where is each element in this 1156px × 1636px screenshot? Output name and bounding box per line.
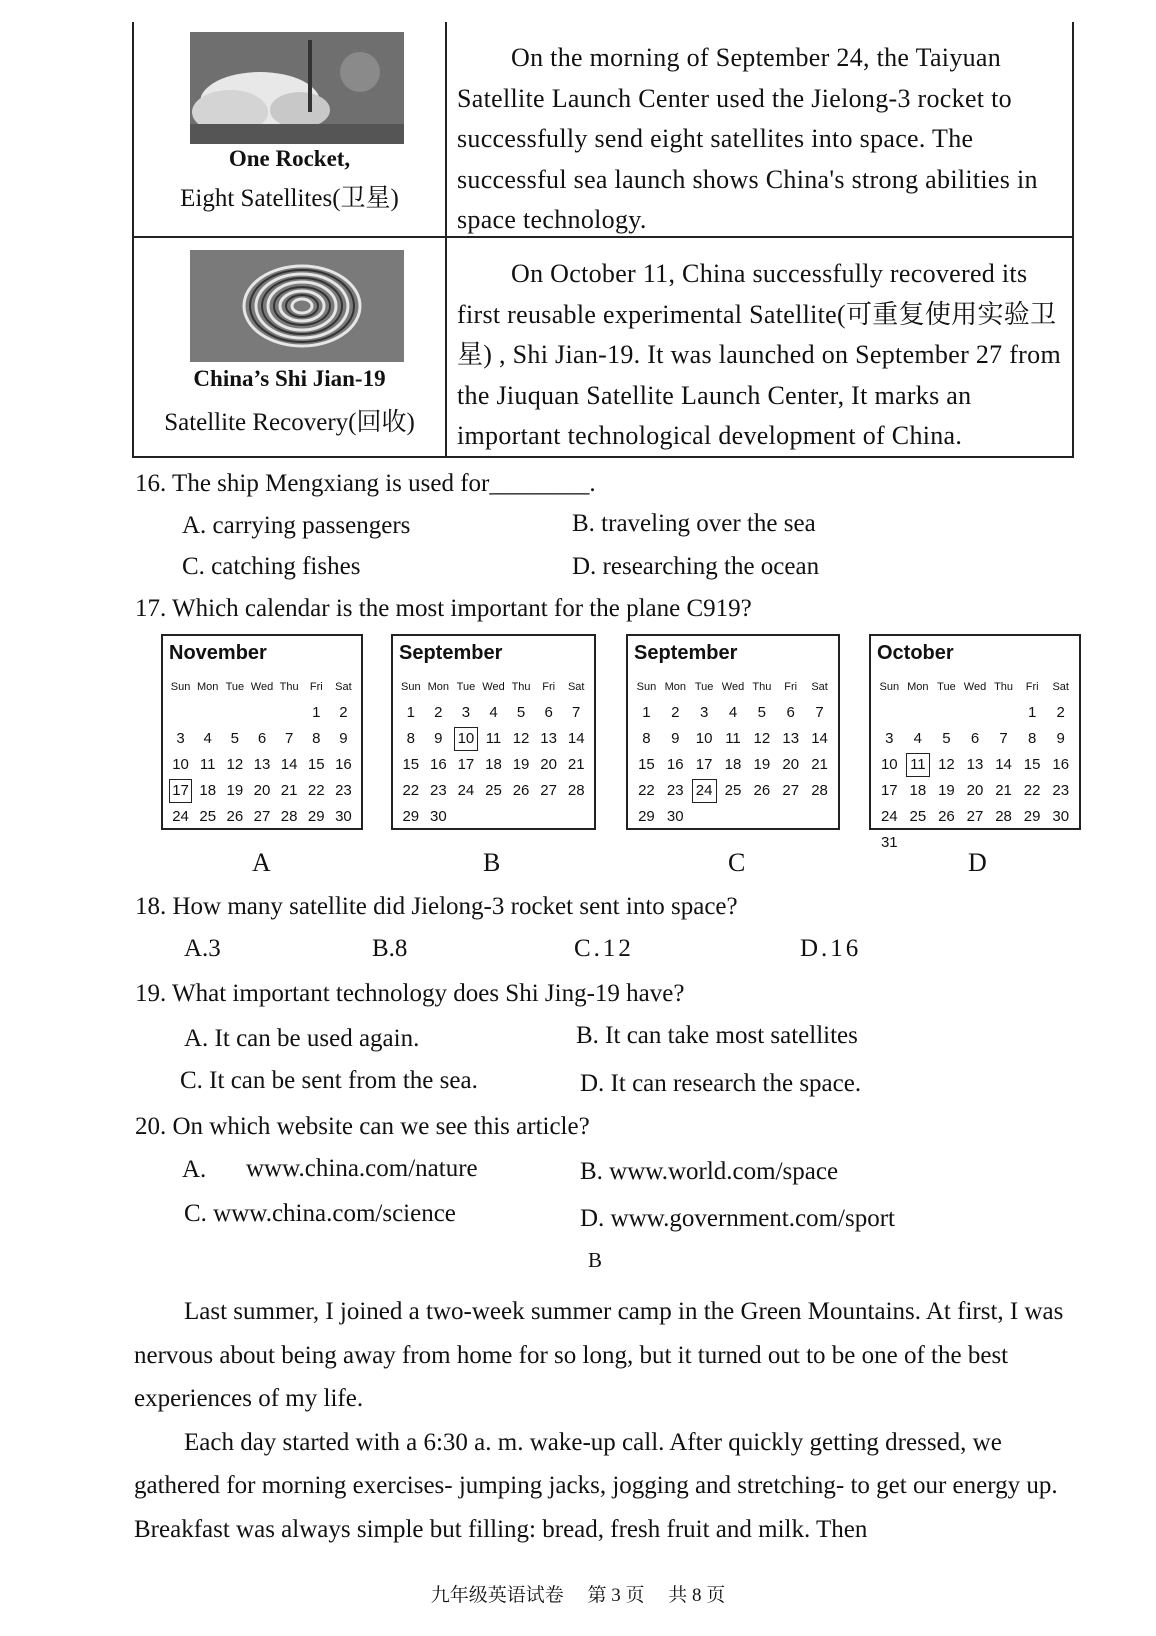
calendar-month: September — [634, 642, 738, 664]
q16-option-b[interactable]: B. traveling over the sea — [572, 510, 816, 537]
calendar-day: 28 — [567, 782, 585, 799]
q20-option-a-letter[interactable]: A. — [182, 1156, 207, 1183]
calendar-day: 13 — [782, 730, 800, 747]
calendar-day: 9 — [1056, 730, 1065, 747]
q18-option-a[interactable]: A.3 — [184, 935, 221, 962]
q20-option-b[interactable]: B. www.world.com/space — [580, 1158, 839, 1185]
news-table — [132, 22, 1074, 458]
calendar-grid — [167, 674, 357, 830]
calendar-day: 3 — [461, 704, 471, 721]
calendar-day: 5 — [942, 730, 951, 747]
calendar-day: 4 — [489, 704, 498, 721]
calendar-day: 25 — [909, 808, 927, 825]
calendar-day: 2 — [671, 704, 680, 721]
calendar-day: 21 — [995, 782, 1012, 799]
caption-title: One Rocket, — [228, 146, 351, 171]
weekday-header: Mon — [907, 681, 929, 693]
calendar-day: 18 — [199, 782, 217, 799]
weekday-header: Sun — [400, 681, 421, 693]
calendar-day: 21 — [280, 782, 298, 799]
calendar-day: 26 — [512, 782, 530, 799]
passage-paragraph: Last summer, I joined a two-week summer camp in the Green Mountains. At first, I was nervous about being away from home for so long, but it turned out to be one of the best experiences of my life. — [134, 1298, 1064, 1412]
calendar-label-a: A — [252, 848, 271, 877]
calendar-empty-cell — [961, 700, 990, 726]
q19-option-a[interactable]: A. It can be used again. — [184, 1025, 420, 1052]
calendar-day: 23 — [335, 782, 352, 799]
calendar-day: 29 — [307, 808, 325, 825]
calendar-day: 7 — [999, 730, 1008, 747]
question-17-stem: 17. Which calendar is the most important for the plane C919? — [135, 595, 752, 622]
news-caption-cell — [134, 22, 447, 236]
weekday-header: Tue — [225, 681, 245, 693]
calendar-day: 27 — [253, 808, 271, 825]
calendar-day: 14 — [995, 756, 1012, 773]
calendar-day: 30 — [335, 808, 352, 825]
calendar-day: 2 — [434, 704, 443, 721]
weekday-header: Thu — [994, 681, 1014, 693]
calendar-day: 22 — [1023, 782, 1041, 799]
calendar-day: 15 — [638, 756, 655, 773]
calendar-day: 5 — [516, 704, 526, 721]
calendar-day: 16 — [335, 756, 352, 773]
calendar-day: 1 — [642, 704, 651, 721]
calendar-day: 26 — [753, 782, 771, 799]
calendar-empty-cell — [875, 700, 904, 726]
question-18-stem: 18. How many satellite did Jielong-3 rocket sent into space? — [135, 893, 738, 920]
q19-option-d[interactable]: D. It can research the space. — [580, 1070, 862, 1097]
calendar-day: 8 — [312, 730, 321, 747]
calendar-empty-cell — [194, 700, 221, 726]
calendar-day: 5 — [757, 704, 767, 721]
calendar-month: November — [169, 642, 267, 664]
calendar-day: 1 — [1027, 704, 1037, 721]
calendar-day: 3 — [885, 730, 894, 747]
calendar-empty-cell — [248, 700, 275, 726]
calendar-day-highlighted: 10 — [452, 726, 480, 752]
weekday-header: Fri — [309, 681, 323, 693]
calendar-day: 17 — [880, 782, 898, 799]
calendar-day: 7 — [815, 704, 824, 721]
calendar-month: September — [399, 642, 503, 664]
page-footer: 九年级英语试卷 第 3 页 共 8 页 — [430, 1585, 726, 1606]
calendar-day: 21 — [811, 756, 828, 773]
weekday-header: Wed — [963, 681, 987, 693]
calendar-day: 9 — [339, 730, 348, 747]
calendar-day: 14 — [567, 730, 585, 747]
calendar-day: 3 — [176, 730, 185, 747]
calendar-empty-cell — [932, 700, 961, 726]
q16-option-d[interactable]: D. researching the ocean — [572, 553, 820, 580]
calendar-day: 10 — [172, 756, 189, 773]
calendar-d[interactable] — [869, 634, 1081, 851]
calendar-day: 15 — [307, 756, 325, 773]
calendar-day: 12 — [226, 756, 244, 773]
news-row-shijian — [132, 236, 1074, 458]
calendar-day: 16 — [666, 756, 684, 773]
weekday-header: Wed — [250, 681, 274, 693]
calendar-day: 18 — [724, 756, 742, 773]
calendar-day: 23 — [666, 782, 684, 799]
calendar-day: 19 — [512, 756, 530, 773]
weekday-header: Fri — [1025, 681, 1039, 693]
weekday-header: Mon — [197, 681, 219, 693]
calendar-day: 4 — [203, 730, 212, 747]
q19-option-c[interactable]: C. It can be sent from the sea. — [180, 1067, 478, 1094]
calendar-day: 13 — [966, 756, 984, 773]
calendar-day: 25 — [199, 808, 217, 825]
calendar-day: 6 — [786, 704, 795, 721]
news-text: On October 11, China successfully recovered its first reusable experimental Satellite(可重复使用实验卫星) , Shi Jian-19. It was launched on September 27 from the Jiuquan Satellite Launch Center, It marks an important technological development of China. — [457, 259, 1061, 450]
calendar-day-highlighted: 11 — [904, 752, 933, 778]
calendar-day: 19 — [226, 782, 244, 799]
calendar-day: 15 — [1023, 756, 1041, 773]
calendar-day: 13 — [253, 756, 271, 773]
calendar-day: 10 — [880, 756, 898, 773]
calendar-day: 1 — [406, 704, 415, 721]
news-row-rocket — [132, 22, 1074, 238]
caption-subtitle: Satellite Recovery(回收) — [164, 409, 415, 436]
calendar-label-d: D — [968, 848, 987, 877]
rocket-launch-photo — [190, 32, 404, 144]
calendar-day: 17 — [457, 756, 475, 773]
calendar-empty-cell — [167, 700, 194, 726]
q20-option-d[interactable]: D. www.government.com/sport — [580, 1205, 895, 1232]
calendar-day: 1 — [312, 704, 321, 721]
weekday-header: Tue — [937, 681, 956, 693]
calendar-day: 30 — [1052, 808, 1070, 825]
calendar-day: 19 — [753, 756, 771, 773]
calendar-day: 11 — [485, 730, 502, 747]
calendar-day: 14 — [280, 756, 298, 773]
calendar-day: 25 — [485, 782, 502, 799]
weekday-header: Sat — [1052, 681, 1069, 693]
weekday-header: Sat — [811, 681, 828, 693]
q19-option-b[interactable]: B. It can take most satellites — [576, 1022, 858, 1049]
calendar-day: 8 — [1027, 730, 1037, 747]
calendar-day: 22 — [402, 782, 420, 799]
question-20-stem: 20. On which website can we see this article? — [135, 1113, 590, 1140]
q18-option-c[interactable]: C.12 — [574, 935, 634, 962]
calendar-day: 20 — [966, 782, 984, 799]
calendar-day: 14 — [811, 730, 828, 747]
calendar-label-b: B — [483, 848, 501, 877]
calendar-day: 26 — [938, 808, 955, 825]
calendar-grid — [875, 674, 1075, 856]
calendar-empty-cell — [221, 700, 248, 726]
caption-subtitle: Eight Satellites(卫星) — [180, 185, 399, 212]
calendar-day: 23 — [430, 782, 447, 799]
calendar-day: 23 — [1052, 782, 1070, 799]
calendar-day-highlighted: 17 — [167, 778, 194, 804]
calendar-day: 31 — [880, 834, 898, 851]
weekday-header: Sat — [335, 681, 352, 693]
q20-option-c[interactable]: C. www.china.com/science — [184, 1200, 456, 1227]
q16-option-c[interactable]: C. catching fishes — [182, 553, 361, 580]
question-16-stem: 16. The ship Mengxiang is used for________. — [135, 470, 596, 497]
calendar-b[interactable] — [391, 634, 596, 830]
calendar-day: 6 — [544, 704, 553, 721]
news-text-cell — [447, 238, 1072, 456]
calendar-grid — [397, 674, 590, 830]
q18-option-d[interactable]: D.16 — [800, 935, 862, 962]
calendar-day: 27 — [966, 808, 984, 825]
calendar-day: 20 — [253, 782, 271, 799]
q18-option-b[interactable]: B.8 — [372, 935, 408, 962]
calendar-day: 25 — [724, 782, 742, 799]
weekday-header: Sun — [170, 681, 191, 693]
weekday-header: Sun — [879, 681, 900, 693]
calendar-day: 2 — [1056, 704, 1065, 721]
weekday-header: Thu — [752, 681, 772, 693]
weekday-header: Mon — [664, 681, 686, 693]
calendar-day: 9 — [671, 730, 680, 747]
recovered-satellite-photo — [190, 250, 404, 362]
calendar-day: 22 — [307, 782, 325, 799]
q16-option-a[interactable]: A. carrying passengers — [182, 512, 411, 539]
calendar-day: 28 — [995, 808, 1012, 825]
calendar-day: 22 — [638, 782, 655, 799]
calendar-day: 30 — [666, 808, 684, 825]
calendar-day: 6 — [970, 730, 980, 747]
weekday-header: Wed — [482, 681, 505, 693]
calendar-day: 28 — [811, 782, 828, 799]
calendar-day: 27 — [782, 782, 800, 799]
calendar-day-highlighted: 24 — [690, 778, 719, 804]
calendar-day: 24 — [172, 808, 189, 825]
calendar-day: 11 — [725, 730, 741, 747]
calendar-day: 26 — [226, 808, 244, 825]
calendar-day: 17 — [695, 756, 713, 773]
calendar-day: 19 — [938, 782, 955, 799]
calendar-day: 10 — [695, 730, 713, 747]
calendar-day: 7 — [284, 730, 294, 747]
weekday-header: Sun — [636, 681, 657, 693]
calendar-day: 18 — [909, 782, 927, 799]
calendar-day: 3 — [699, 704, 709, 721]
calendar-day: 13 — [540, 730, 557, 747]
calendar-empty-cell — [904, 700, 933, 726]
calendar-day: 12 — [512, 730, 530, 747]
calendar-grid — [632, 674, 834, 830]
calendar-day: 16 — [430, 756, 447, 773]
calendar-day: 20 — [540, 756, 557, 773]
calendar-day: 30 — [430, 808, 447, 825]
calendar-day: 2 — [339, 704, 348, 721]
calendar-day: 4 — [728, 704, 738, 721]
calendar-day: 9 — [434, 730, 443, 747]
calendar-day: 4 — [913, 730, 923, 747]
calendar-day: 27 — [540, 782, 557, 799]
news-text: On the morning of September 24, the Taiyuan Satellite Launch Center used the Jielong-3 rocket to successfully send eight satellites into space. The successful sea launch shows China's strong abilities in space technology. — [457, 43, 1038, 234]
question-19-stem: 19. What important technology does Shi Jing-19 have? — [135, 980, 685, 1007]
calendar-empty-cell — [276, 700, 303, 726]
calendar-day: 16 — [1052, 756, 1070, 773]
caption-title: China’s Shi Jian-19 — [193, 366, 386, 391]
calendar-day: 6 — [257, 730, 267, 747]
calendar-day: 24 — [880, 808, 898, 825]
q20-option-a-url[interactable]: www.china.com/nature — [246, 1155, 478, 1182]
calendar-day: 28 — [280, 808, 298, 825]
calendar-month: October — [877, 642, 954, 664]
calendar-day: 29 — [1023, 808, 1041, 825]
passage-paragraph: Each day started with a 6:30 a. m. wake-up call. After quickly getting dressed, we gathered for morning exercises- jumping jacks, jogging and stretching- to get our energy up. Breakfast was always simple but filling: bread, fresh fruit and milk. Then — [134, 1428, 1058, 1543]
weekday-header: Wed — [721, 681, 745, 693]
calendar-a[interactable] — [161, 634, 363, 830]
weekday-header: Tue — [694, 681, 714, 693]
calendar-day: 5 — [230, 730, 240, 747]
weekday-header: Thu — [279, 681, 299, 693]
weekday-header: Mon — [427, 681, 450, 693]
calendar-day: 7 — [572, 704, 581, 721]
calendar-empty-cell — [989, 700, 1018, 726]
calendar-day: 29 — [402, 808, 420, 825]
calendar-day: 29 — [638, 808, 655, 825]
calendar-day: 8 — [406, 730, 415, 747]
weekday-header: Tue — [456, 681, 476, 693]
weekday-header: Fri — [784, 681, 798, 693]
calendar-day: 11 — [199, 756, 216, 773]
calendar-day: 20 — [782, 756, 800, 773]
calendar-c[interactable] — [626, 634, 840, 830]
calendar-label-c: C — [728, 848, 746, 877]
calendar-day: 8 — [642, 730, 651, 747]
calendar-day: 21 — [567, 756, 585, 773]
calendar-day: 15 — [402, 756, 420, 773]
section-b-label: B — [588, 1248, 603, 1272]
weekday-header: Fri — [542, 681, 556, 693]
calendar-day: 18 — [485, 756, 502, 773]
calendar-day: 24 — [457, 782, 475, 799]
weekday-header: Thu — [511, 681, 531, 693]
news-text-cell — [447, 22, 1072, 236]
calendar-day: 12 — [938, 756, 955, 773]
weekday-header: Sat — [567, 681, 585, 693]
news-caption-cell — [134, 238, 447, 456]
calendar-day: 12 — [753, 730, 771, 747]
section-b-passage — [134, 1290, 1074, 1551]
